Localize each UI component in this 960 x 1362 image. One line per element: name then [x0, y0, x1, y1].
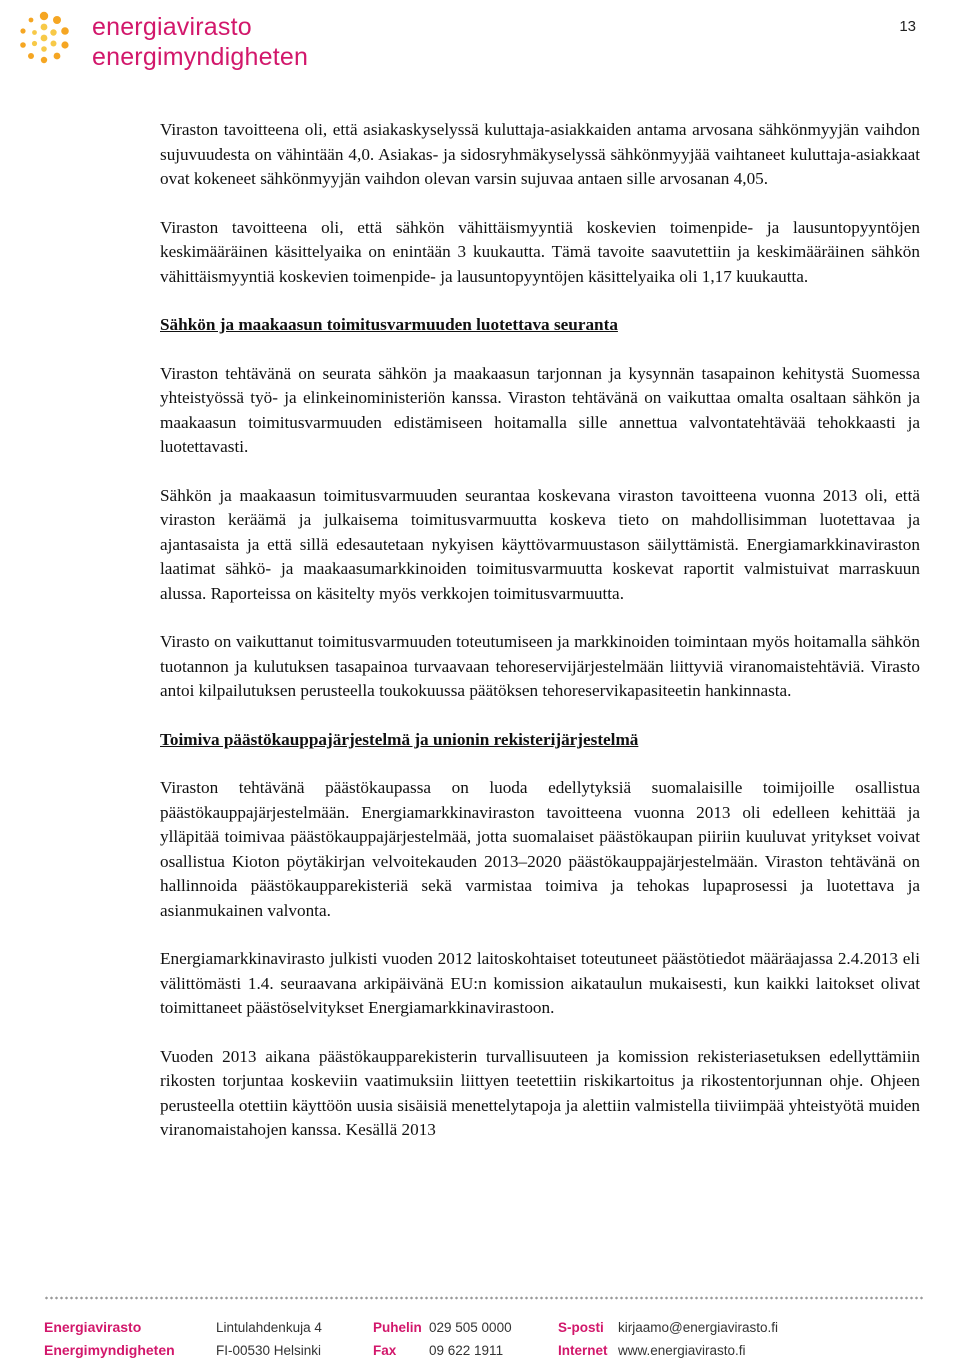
footer-brand-sv: Energimyndigheten: [44, 1342, 175, 1358]
web-label: Internet: [558, 1343, 608, 1358]
section-heading: Sähkön ja maakaasun toimitusvarmuuden luotettava seuranta: [160, 315, 618, 334]
phone-number: 029 505 0000: [429, 1320, 512, 1335]
paragraph: Vuoden 2013 aikana päästökaupparekisterin turvallisuuteen ja komission rekisteriasetuksen edellyttämiin rikosten torjuntaa koskeviin vaatimuksiin liittyen teetettiin riskikartoitus ja rikostentorjunnan ohje. Ohjeen perusteella otettiin käyttöön uusia sisäisiä menettelytapoja ja alettiin valmistella tiiviimpää yhteistyötä muiden viranomaistahojen kanssa. Kesällä 2013: [160, 1046, 920, 1139]
paragraph: Sähkön ja maakaasun toimitusvarmuuden seurantaa koskevana viraston tavoitteena vuonna 2013 oli, että viraston keräämä ja julkaisema toimitusvarmuutta koskeva tieto on mahdollisimman luotettavaa ja ajantasaista ja että sillä edesautetaan nykyisen käyttövarmuustason säilyttämistä. Energiamarkkinaviraston laatimat sähkö- ja maakaasumarkkinoiden toimitusvarmuutta koskevat raportit valmistuivat marraskuun alussa. Raporteissa on käsitelty myös verkkojen toimitusvarmuutta.: [160, 485, 920, 603]
paragraph: Viraston tavoitteena oli, että sähkön vähittäismyyntiä koskevien toimenpide- ja lausuntopyyntöjen keskimääräinen käsittelyaika on enintään 3 kuukautta. Tämä tavoite saavutettiin ja keskimääräinen sähkön vähittäismyyntiä koskevien toimenpide- ja lausuntopyyntöjen käsittelyaika oli 1,17 kuukautta.: [160, 217, 920, 286]
email-label: S-posti: [558, 1320, 604, 1335]
footer-brand-fi: Energiavirasto: [44, 1319, 142, 1335]
footer-postal: FI-00530 Helsinki: [216, 1343, 322, 1358]
page-footer: [0, 1296, 960, 1360]
paragraph: Viraston tavoitteena oli, että asiakaskyselyssä kuluttaja-asiakkaiden antama arvosana sähkönmyyjän vaihdon sujuvuudesta on vähintään 4,0. Asiakas- ja sidosryhmäkyselyssä sähkönmyyjää vaihtaneet kuluttaja-asiakkaat ovat kokeneet sähkönmyyjän vaihdon olevan varsin sujuvaa antaen sille arvosanan 4,05.: [160, 120, 920, 188]
footer-street: Lintulahdenkuja 4: [216, 1320, 322, 1335]
paragraph: Virasto on vaikuttanut toimitusvarmuuden toteutumiseen ja markkinoiden toimintaan myös hoitamalla sähkön tuotannon ja kulutuksen tasapainoa turvaavaan tehoreservijärjestelmään liittyviä viranomaistehtäviä. Virasto antoi kilpailutuksen perusteella toukokuussa päätöksen tehoreservikapasiteetin hankinnasta.: [160, 632, 920, 700]
email-link[interactable]: kirjaamo@energiavirasto.fi: [618, 1320, 779, 1335]
footer-contact: [558, 1316, 778, 1362]
paragraph: Viraston tehtävänä on seurata sähkön ja maakaasun tarjonnan ja kysynnän tasapainon kehitystä Suomessa yhteistyössä työ- ja elinkeinoministeriön kanssa. Viraston tehtävänä on vaikuttaa omalta osaltaan sähkön ja maakaasun toimitusvarmuuden edistämiseen hoitamalla sille annettua valvontatehtävää tehokkaasti ja luotettavasti.: [160, 363, 920, 456]
page-body: [160, 118, 920, 1143]
brand-name-sv: energimyndigheten: [92, 43, 309, 71]
paragraph: Viraston tehtävänä päästökaupassa on luoda edellytyksiä suomalaisille toimijoille osallistua päästökauppajärjestelmään. Energiamarkkinaviraston tavoitteena vuonna 2013 oli edelleen kehittää ja ylläpitää toimivaa päästökauppajärjestelmää, jotta suomalaiset päästökaupan piiriin kuuluvat yritykset voivat osallistua Kioton pöytäkirjan velvoitekauden 2013–2020 päästökauppajärjestelmään. Viraston tehtävänä on hallinnoida päästökaupparekisteriä sekä varmistaa toimiva ja tehokas lupaprosessi ja luotettava ja asianmukainen valvonta.: [160, 778, 920, 920]
footer-phone-fax: [373, 1316, 512, 1362]
section-heading: Toimiva päästökauppajärjestelmä ja unionin rekisterijärjestelmä: [160, 729, 639, 749]
brand-name-fi: energiavirasto: [92, 13, 252, 41]
fax-number: 09 622 1911: [429, 1343, 504, 1358]
fax-label: Fax: [373, 1343, 397, 1358]
page-number: 13: [899, 18, 916, 35]
energiavirasto-logo: [8, 6, 80, 70]
phone-label: Puhelin: [373, 1320, 422, 1335]
footer-brand: [44, 1316, 175, 1362]
footer-address: [216, 1316, 322, 1362]
web-link[interactable]: www.energiavirasto.fi: [618, 1343, 746, 1358]
paragraph: Energiamarkkinavirasto julkisti vuoden 2012 laitoskohtaiset toteutuneet päästötiedot määräajassa 2.4.2013 eli välittömästi 1.4. seuraavana arkipäivänä EU:n komission aikataulun mukaisesti, kun kaikki laitokset olivat toimittaneet päästöselvitykset Energiamarkkinavirastoon.: [160, 949, 920, 1017]
footer-dotted-divider: [44, 1296, 924, 1300]
brand-name: [92, 12, 308, 72]
